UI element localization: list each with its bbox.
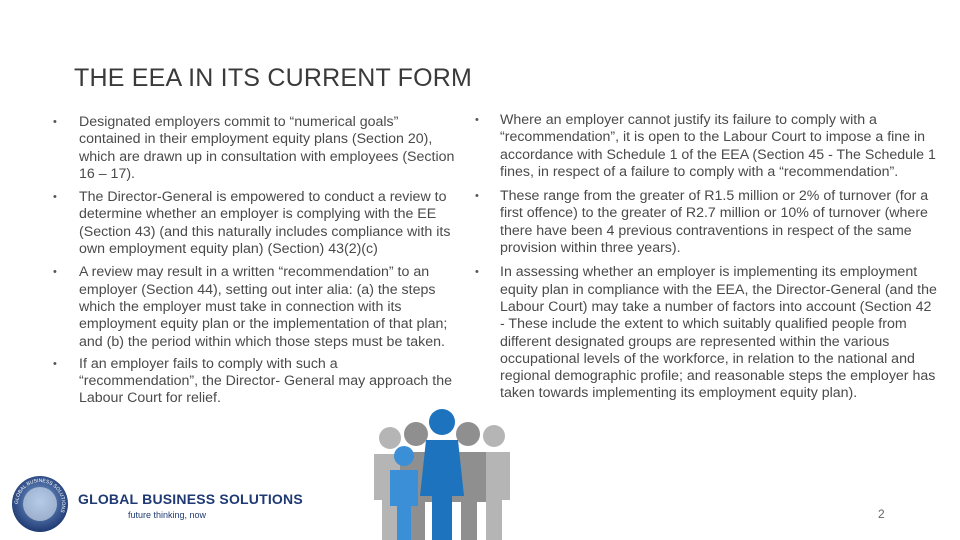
bullet-icon: •: [475, 190, 479, 203]
list-item: [53, 355, 459, 408]
bullet-text: Where an employer cannot justify its failure to comply with a “recommendation”, it is open to the Labour Court to impose a fine in accordance with Schedule 1 of the EEA (Section 45 - The Schedule 1 fines, in respect of a failure to comply with a “recommendation”.: [500, 112, 936, 180]
bullet-text: A review may result in a written “recommendation” to an employer (Section 44), setting out inter alia: (a) the steps which the employer must take in connection with its employment equity plan or the implementation of that plan; and (b) the period within which those steps must be taken.: [79, 264, 448, 350]
bullet-icon: •: [53, 266, 57, 279]
brand-name: GLOBAL BUSINESS SOLUTIONS: [78, 491, 303, 507]
left-bullet-list: [53, 114, 459, 408]
list-item: [475, 112, 940, 181]
list-item: [475, 188, 940, 257]
bullet-text: The Director-General is empowered to conduct a review to determine whether an employer is complying with the EE (Section 43) (and this naturally includes compliance with its own employment equity plan) (Section) 43(2)(c): [79, 189, 451, 258]
brand-tagline: future thinking, now: [128, 510, 207, 520]
bullet-icon: •: [53, 191, 57, 204]
people-group-icon: [368, 404, 518, 540]
list-item: [475, 264, 940, 402]
bullet-icon: •: [475, 114, 479, 126]
list-item: [53, 189, 459, 258]
company-logo: [10, 474, 303, 534]
bullet-text: Designated employers commit to “numerical goals” contained in their employment equity plans (Section 20), which are drawn up in consultation with employees (Section 16 – 17).: [79, 114, 455, 182]
list-item: [53, 114, 459, 183]
slide-title: THE EEA IN ITS CURRENT FORM: [74, 64, 473, 92]
seal-text: GLOBAL BUSINESS SOLUTIONS: [13, 477, 67, 514]
list-item: [53, 264, 459, 350]
page-number: 2: [878, 507, 885, 521]
bullet-icon: •: [53, 357, 57, 370]
bullet-icon: •: [475, 266, 479, 279]
seal-logo-icon: [10, 474, 70, 534]
bullet-icon: •: [53, 116, 57, 128]
bullet-text: If an employer fails to comply with such a “recommendation”, the Director- General may approach the Labour Court for relief.: [79, 355, 452, 407]
bullet-text: These range from the greater of R1.5 million or 2% of turnover (for a first offence) to the greater of R2.7 million or 10% of turnover (where there have been 4 previous contraventions in respect of the same provision within three years).: [500, 188, 929, 257]
right-bullet-list: [475, 112, 940, 403]
bullet-text: In assessing whether an employer is implementing its employment equity plan in compliance with the EEA, the Director-General (and the Labour Court) may take a number of factors into account (Section 42 - These include the extent to which suitably qualified people from different designated groups are represented within the various occupational levels of the workforce, in relation to the national and regional demographic profile; and reasonable steps the employer has taken towards implementing its employment equity plan).: [500, 264, 937, 402]
